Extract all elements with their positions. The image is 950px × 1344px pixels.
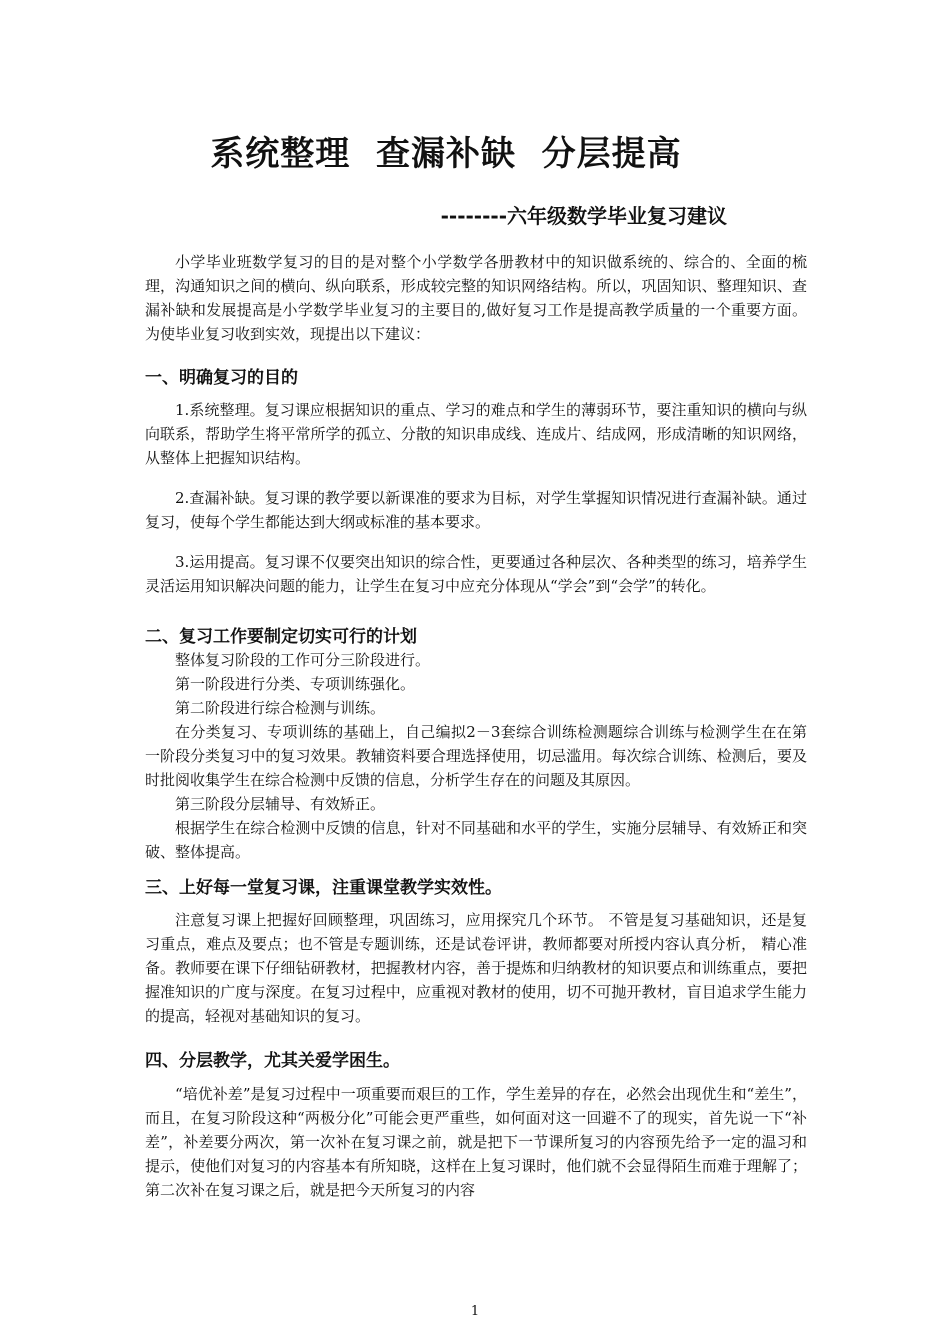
paragraph: 第二阶段进行综合检测与训练。 — [175, 699, 386, 717]
paragraph: “培优补差”是复习过程中一项重要而艰巨的工作，学生差异的存在，必然会出现优生和“差生”，而且，在复习阶段这种“两极分化”可能会更严重些，如何面对这一回避不了的现实，首先说一下“补差”，补差要分两次，第一次补在复习课之前，就是把下一节课所复习的内容预先给予一定的温习和提示，使他们对复习的内容基本有所知晓，这样在上复习课时，他们就不会显得陌生而难于理解了；第二次补在复习课之后，就是把今天所复习的内容 — [145, 1085, 807, 1199]
paragraph: 整体复习阶段的工作可分三阶段进行。 — [175, 651, 431, 669]
section-4-heading: 四、分层教学，尤其关爱学困生。 — [145, 1051, 400, 1071]
section-2-body — [145, 648, 807, 864]
section-3-heading: 三、上好每一堂复习课，注重课堂教学实效性。 — [145, 878, 502, 898]
paragraph: 根据学生在综合检测中反馈的信息，针对不同基础和水平的学生，实施分层辅导、有效矫正和突破、整体提高。 — [145, 819, 807, 861]
paragraph: 3.运用提高。复习课不仅要突出知识的综合性，更要通过各种层次、各种类型的练习，培养学生灵活运用知识解决问题的能力，让学生在复习中应充分体现从“学会”到“会学”的转化。 — [145, 553, 807, 595]
paragraph: 在分类复习、专项训练的基础上，自己编拟2－3套综合训练检测题综合训练与检测学生在在第一阶段分类复习中的复习效果。教辅资料要合理选择使用，切忌滥用。每次综合训练、检测后，要及时批阅收集学生在综合检测中反馈的信息，分析学生存在的问题及其原因。 — [145, 723, 807, 789]
section-1-heading: 一、明确复习的目的 — [145, 368, 298, 388]
section-3-body — [145, 908, 807, 1028]
paragraph: 第一阶段进行分类、专项训练强化。 — [175, 675, 416, 693]
paragraph: 1.系统整理。复习课应根据知识的重点、学习的难点和学生的薄弱环节，要注重知识的横向与纵向联系，帮助学生将平常所学的孤立、分散的知识串成线、连成片、结成网，形成清晰的知识网络，从整体上把握知识结构。 — [145, 401, 807, 467]
document-subtitle: --------六年级数学毕业复习建议 — [440, 204, 727, 228]
section-4-body — [145, 1082, 807, 1202]
section-1-body — [145, 398, 807, 598]
page-number: 1 — [470, 1304, 480, 1319]
document-title: 系统整理 查漏补缺 分层提高 — [210, 134, 682, 174]
intro-paragraph: 小学毕业班数学复习的目的是对整个小学数学各册教材中的知识做系统的、综合的、全面的梳理，沟通知识之间的横向、纵向联系，形成较完整的知识网络结构。所以，巩固知识、整理知识、查漏补缺和发展提高是小学数学毕业复习的主要目的,做好复习工作是提高教学质量的一个重要方面。为使毕业复习收到实效，现提出以下建议： — [145, 253, 807, 343]
paragraph: 注意复习课上把握好回顾整理，巩固练习，应用探究几个环节。 不管是复习基础知识，还是复习重点，难点及要点；也不管是专题训练，还是试卷评讲，教师都要对所授内容认真分析， 精心准备。教师要在课下仔细钻研教材，把握教材内容，善于提炼和归纳教材的知识要点和训练重点，要把握准知识的广度与深度。在复习过程中，应重视对教材的使用，切不可抛开教材，盲目追求学生能力的提高，轻视对基础知识的复习。 — [145, 911, 807, 1025]
section-2-heading: 二、复习工作要制定切实可行的计划 — [145, 627, 417, 647]
intro-block — [145, 250, 807, 346]
paragraph: 2.查漏补缺。复习课的教学要以新课准的要求为目标，对学生掌握知识情况进行查漏补缺。通过复习，使每个学生都能达到大纲或标准的基本要求。 — [145, 489, 807, 531]
paragraph: 第三阶段分层辅导、有效矫正。 — [175, 795, 386, 813]
